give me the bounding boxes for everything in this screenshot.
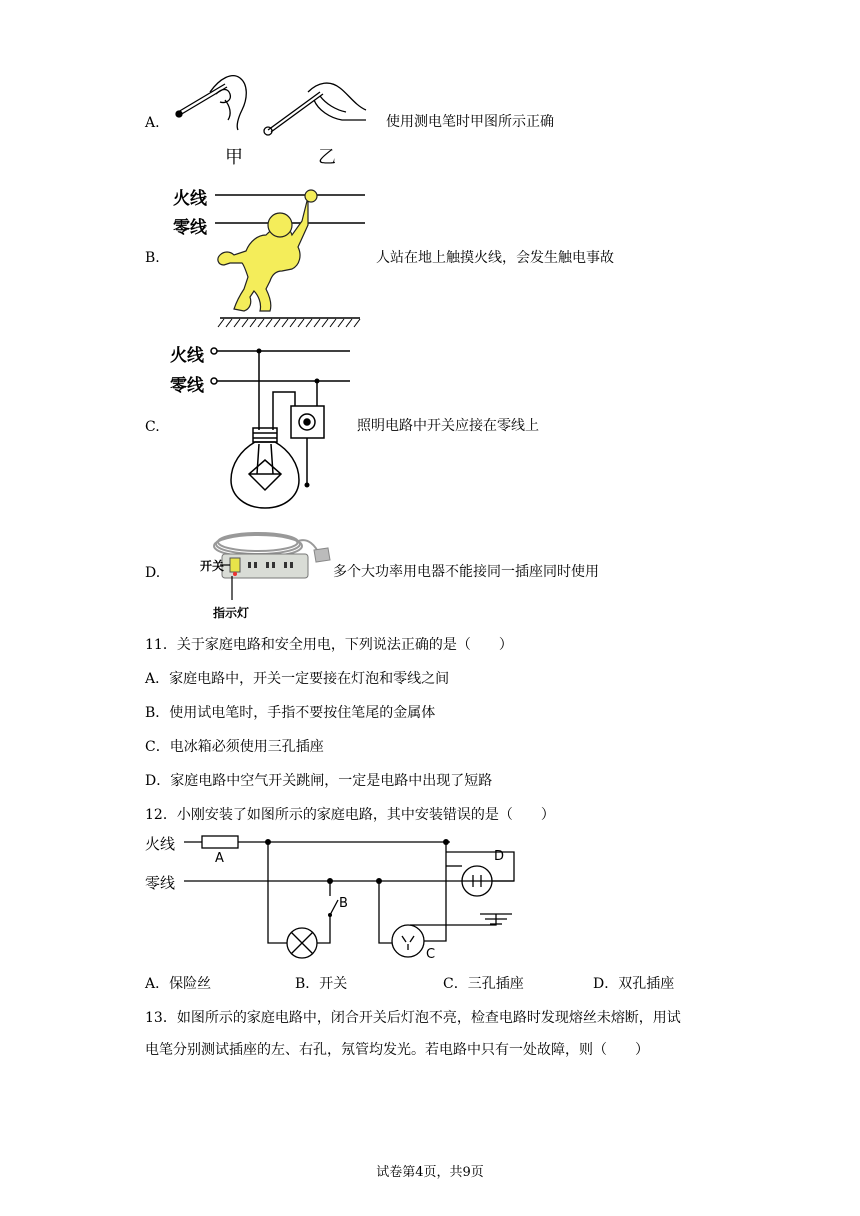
indicator-light-label: 指示灯 bbox=[213, 606, 250, 620]
label-fuse-a: A bbox=[215, 851, 224, 866]
option-c-caption: 照明电路中开关应接在零线上 bbox=[357, 418, 539, 434]
q12-live-label: 火线 bbox=[145, 835, 176, 853]
switch-label: 开关 bbox=[200, 559, 225, 573]
q11-option-b: B．使用试电笔时，手指不要按住笔尾的金属体 bbox=[145, 705, 436, 721]
figure-label-yi: 乙 bbox=[318, 147, 336, 168]
lighting-circuit-figure bbox=[205, 340, 365, 515]
q12-circuit-diagram bbox=[180, 830, 520, 965]
q11-option-c: C．电冰箱必须使用三孔插座 bbox=[145, 739, 324, 755]
q12-option-c: C．三孔插座 bbox=[443, 976, 524, 992]
label-socket-d: D bbox=[494, 849, 505, 864]
option-a-caption: 使用测电笔时甲图所示正确 bbox=[386, 114, 554, 130]
neutral-wire-label-c: 零线 bbox=[170, 376, 204, 396]
live-wire-label-c: 火线 bbox=[170, 346, 204, 366]
test-pen-figure bbox=[170, 70, 380, 140]
q12-option-b: B．开关 bbox=[295, 976, 348, 992]
q11-option-a: A．家庭电路中，开关一定要接在灯泡和零线之间 bbox=[145, 671, 450, 687]
option-d-letter: D. bbox=[145, 565, 161, 581]
electric-shock-figure bbox=[210, 185, 370, 330]
neutral-wire-label: 零线 bbox=[173, 218, 207, 238]
q12-stem: 12．小刚安装了如图所示的家庭电路，其中安装错误的是（ ） bbox=[145, 807, 555, 823]
q13-line-2: 电笔分别测试插座的左、右孔，氖管均发光。若电路中只有一处故障，则（ ） bbox=[145, 1042, 649, 1058]
label-socket-c: C bbox=[426, 947, 436, 962]
option-b-letter: B. bbox=[145, 250, 160, 266]
q13-line-1: 13．如图所示的家庭电路中，闭合开关后灯泡不亮，检查电路时发现熔丝未熔断，用试 bbox=[145, 1010, 681, 1026]
option-a-letter: A. bbox=[145, 115, 160, 131]
q12-option-a: A．保险丝 bbox=[145, 976, 212, 992]
option-d-caption: 多个大功率用电器不能接同一插座同时使用 bbox=[333, 564, 599, 580]
option-b-caption: 人站在地上触摸火线，会发生触电事故 bbox=[376, 250, 614, 266]
label-switch-b: B bbox=[339, 896, 348, 911]
q12-neutral-label: 零线 bbox=[145, 874, 176, 892]
page-footer: 试卷第4页，共9页 bbox=[376, 1165, 484, 1180]
q12-option-d: D．双孔插座 bbox=[593, 976, 675, 992]
q11-stem: 11．关于家庭电路和安全用电，下列说法正确的是（ ） bbox=[145, 637, 513, 653]
live-wire-label: 火线 bbox=[173, 189, 207, 209]
q11-option-d: D．家庭电路中空气开关跳闸，一定是电路中出现了短路 bbox=[145, 773, 493, 789]
option-c-letter: C. bbox=[145, 419, 160, 435]
figure-label-jia: 甲 bbox=[225, 147, 243, 168]
